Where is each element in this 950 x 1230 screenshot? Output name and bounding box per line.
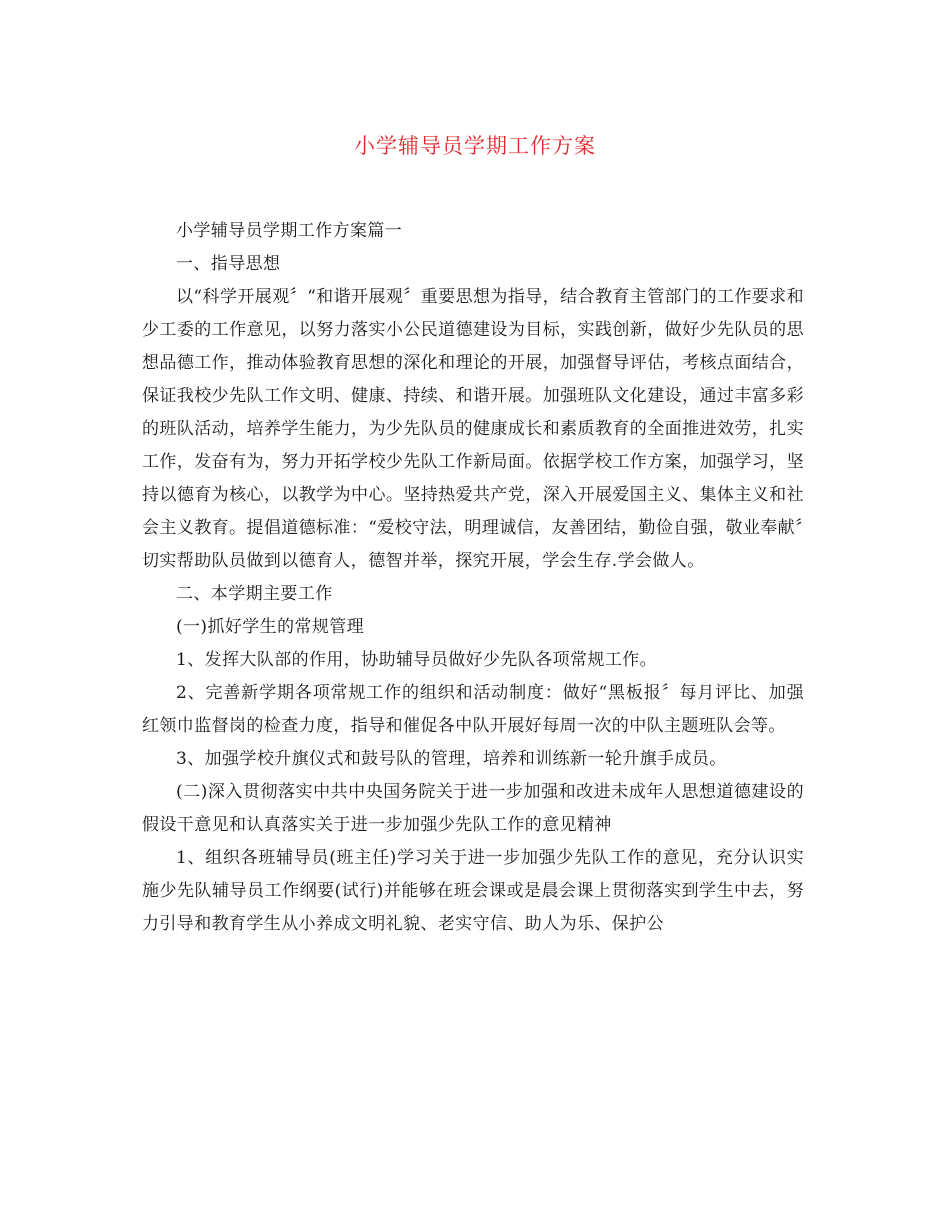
body-paragraph: 1、发挥大队部的作用，协助辅导员做好少先队各项常规工作。 (176, 650, 658, 670)
subsection-heading: (一)抓好学生的常规管理 (176, 617, 365, 637)
section-heading: 二、本学期主要工作 (176, 584, 333, 604)
body-paragraph: 3、加强学校升旗仪式和鼓号队的管理，培养和训练新一轮升旗手成员。 (176, 749, 727, 769)
subsection-heading: (二)深入贯彻落实中共中央国务院关于进一步加强和改进未成年人思想道德建设的假设干意见和认真落实关于进一步加强少先队工作的意见精神 (142, 782, 804, 835)
body-paragraph: 2、完善新学期各项常规工作的组织和活动制度：做好“黑板报〞每月评比、加强红领巾监督岗的检查力度，指导和催促各中队开展好每周一次的中队主题班队会等。 (142, 683, 804, 736)
document-title: 小学辅导员学期工作方案 (354, 134, 596, 158)
section-heading: 小学辅导员学期工作方案篇一 (176, 221, 403, 241)
document-body (142, 215, 804, 941)
body-paragraph: 以“科学开展观〞“和谐开展观〞重要思想为指导，结合教育主管部门的工作要求和少工委的工作意见，以努力落实小公民道德建设为目标，实践创新，做好少先队员的思想品德工作，推动体验教育思想的深化和理论的开展，加强督导评估，考核点面结合，保证我校少先队工作文明、健康、持续、和谐开展。加强班队文化建设，通过丰富多彩的班队活动，培养学生能力，为少先队员的健康成长和素质教育的全面推进效劳，扎实工作，发奋有为，努力开拓学校少先队工作新局面。依据学校工作方案，加强学习，坚持以德育为核心，以教学为中心。坚持热爱共产党，深入开展爱国主义、集体主义和社会主义教育。提倡道德标准：“爱校守法，明理诚信，友善团结，勤俭自强，敬业奉献〞切实帮助队员做到以德育人，德智并举，探究开展，学会生存.学会做人。 (142, 287, 804, 571)
section-heading: 一、指导思想 (176, 254, 281, 274)
body-paragraph: 1、组织各班辅导员(班主任)学习关于进一步加强少先队工作的意见，充分认识实施少先队辅导员工作纲要(试行)并能够在班会课或是晨会课上贯彻落实到学生中去，努力引导和教育学生从小养成文明礼貌、老实守信、助人为乐、保护公 (142, 848, 804, 934)
